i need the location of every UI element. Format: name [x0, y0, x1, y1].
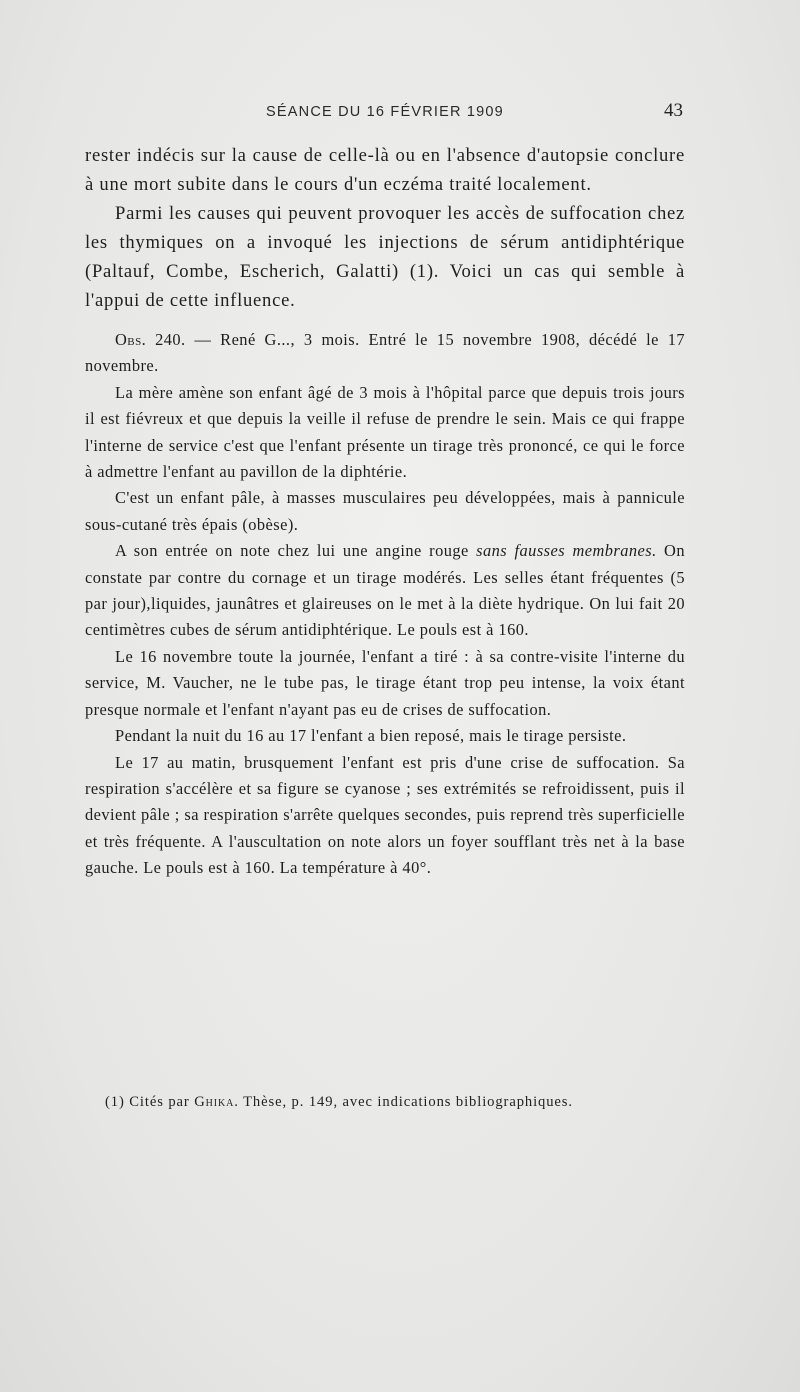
- footnote: [105, 1094, 685, 1111]
- entry-findings-italic: sans fausses membranes.: [476, 541, 657, 561]
- paragraph-description: C'est un enfant pâle, à masses musculaires peu développées, mais à pannicule sous-cutané très épais (obèse).: [85, 488, 685, 534]
- page-header: [85, 100, 685, 130]
- footnote-text-start: Cités par: [129, 1094, 190, 1110]
- paragraph-continuation: rester indécis sur la cause de celle-là ou en l'absence d'autopsie conclure à une mort subite dans le cours d'un eczéma traité localement.: [85, 145, 685, 195]
- footnote-text-end: . Thèse, p. 149, avec indications bibliographiques.: [234, 1094, 573, 1110]
- footnote-mark: (1): [105, 1094, 125, 1110]
- body-text: [85, 141, 685, 882]
- paragraph-admission: La mère amène son enfant âgé de 3 mois à l'hôpital parce que depuis trois jours il est fiévreux et que depuis la veille il refuse de prendre le sein. Mais ce qui frappe l'interne de service c'est que l'enfant présente un tirage très prononcé, ce qui le force à admettre l'enfant au pavillon de la diphtérie.: [85, 382, 685, 482]
- paragraph-november-17: Le 17 au matin, brusquement l'enfant est pris d'une crise de suffocation. Sa respiration s'accélère et sa figure se cyanose ; ses extrémités se refroidissent, puis il devient pâle ; sa respiration s'arrête quelques secondes, puis reprend très superficielle et très fréquente. A l'auscultation on note alors un foyer soufflant très net à la base gauche. Le pouls est à 160. La température à 40°.: [85, 752, 685, 878]
- observation-abbrev: Obs.: [115, 330, 147, 349]
- footnote-author: Ghika: [194, 1094, 235, 1110]
- entry-findings-rest: On constate par contre du cornage et un tirage modérés. Les selles étant fréquentes (5 par jour),liquides, jaunâtres et glaireuses on le met à la diète hydrique. On lui fait 20 centimètres cubes de sérum antidiphtérique. Le pouls est à 160.: [85, 541, 685, 640]
- paragraph-causes: Parmi les causes qui peuvent provoquer les accès de suffocation chez les thymiques on a invoqué les injections de sérum antidiphtérique (Paltauf, Combe, Escherich, Galatti) (1). Voici un cas qui semble à l'appui de cette influence.: [85, 203, 685, 311]
- observation-details: 240. — René G..., 3 mois. Entré le 15 novembre 1908, décédé le 17 novembre.: [85, 330, 685, 376]
- paragraph-night: Pendant la nuit du 16 au 17 l'enfant a bien reposé, mais le tirage persiste.: [115, 726, 627, 746]
- paragraph-entry-findings: [85, 538, 685, 644]
- page-number: 43: [664, 100, 683, 121]
- observation-heading: [85, 327, 685, 380]
- running-head: SÉANCE DU 16 FÉVRIER 1909: [266, 104, 504, 120]
- entry-findings-start: A son entrée on note chez lui une angine rouge: [115, 541, 469, 561]
- paragraph-november-16: Le 16 novembre toute la journée, l'enfant a tiré : à sa contre-visite l'interne du service, M. Vaucher, ne le tube pas, le tirage étant trop peu intense, la voix étant presque normale et l'enfant n'ayant pas eu de crises de suffocation.: [85, 646, 685, 719]
